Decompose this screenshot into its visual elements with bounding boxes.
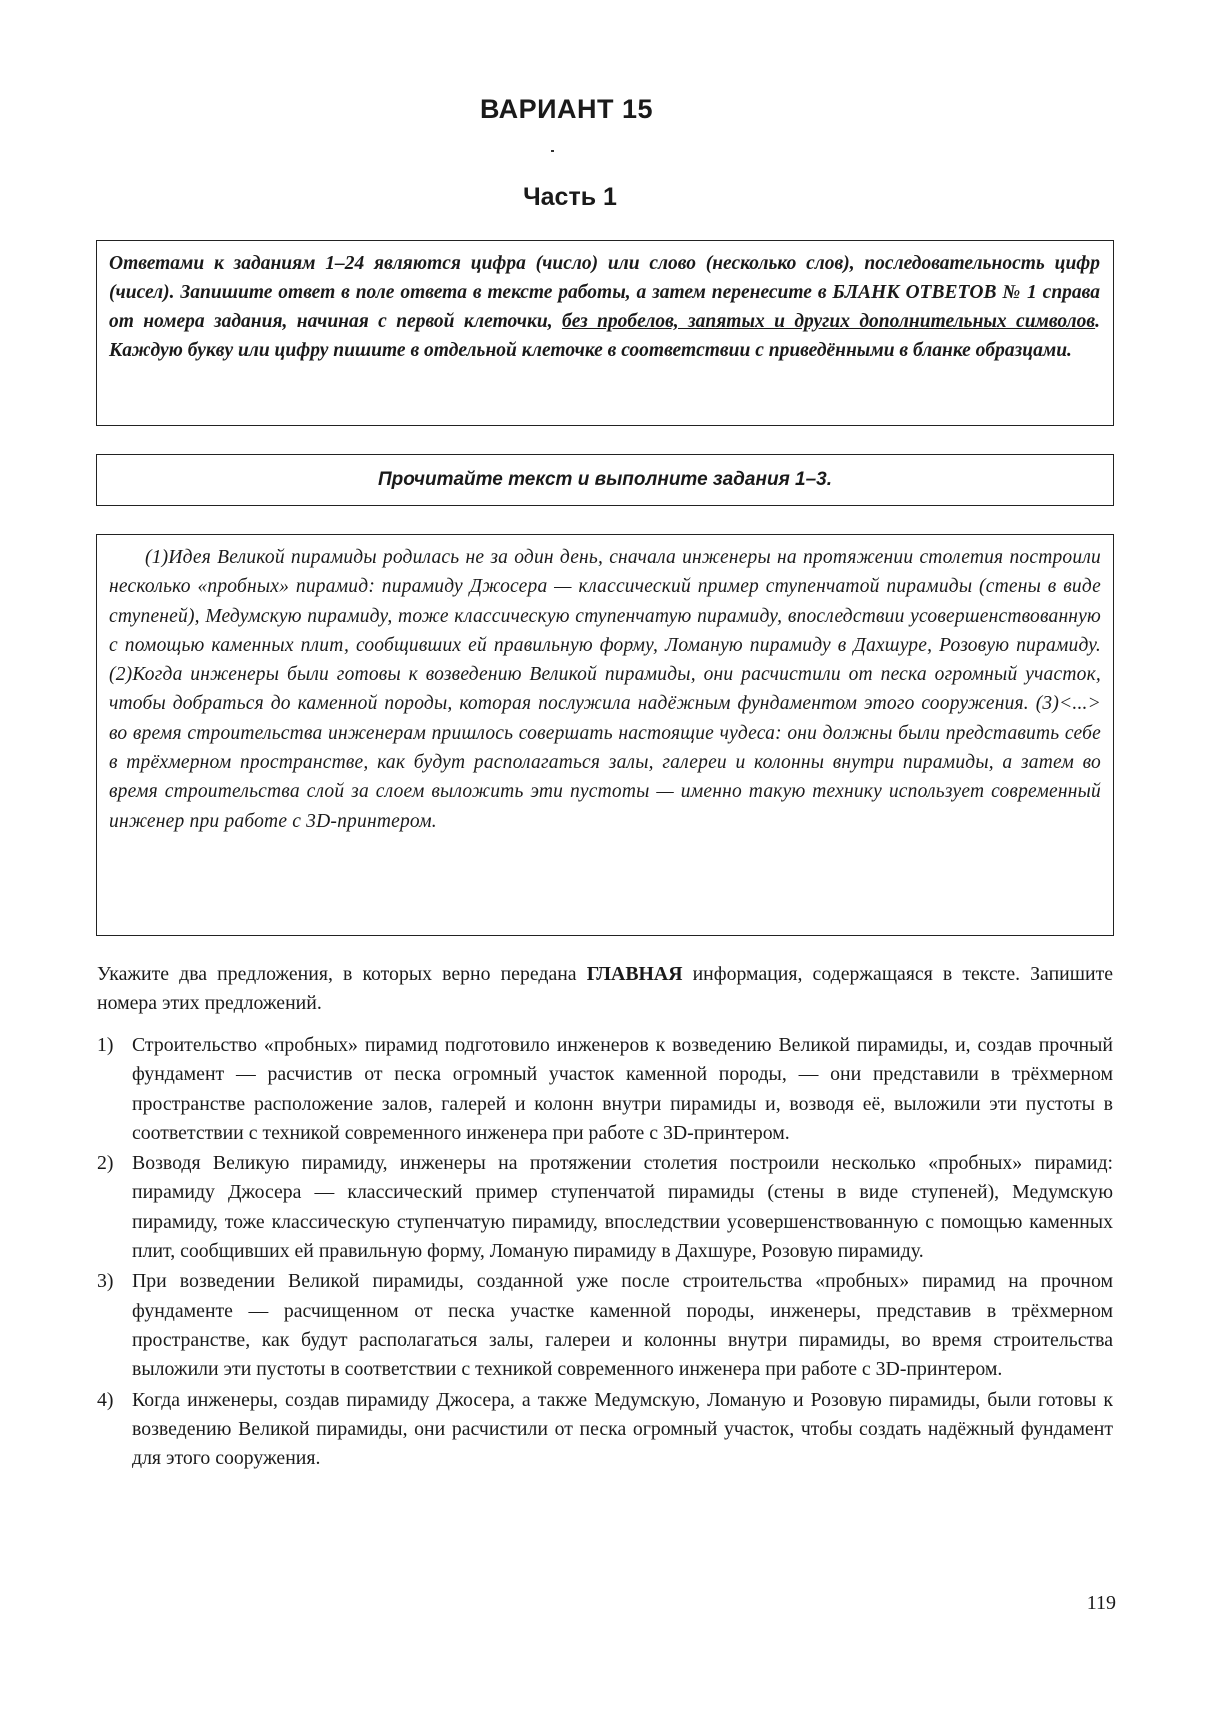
instructions-text-start: Ответами к заданиям 1–24 являются цифра (число) или слово (несколько слов), последовательность цифр (чисел). Запишите ответ в поле ответа в тексте работы, а затем перенесите в БЛАНК ОТВЕТОВ № 1 справа от номера задания, начиная с первой клеточки, (109, 253, 1100, 332)
instructions-box (96, 240, 1114, 426)
page-number: 119 (1086, 1592, 1116, 1614)
instructions-text-end: . Каждую букву или цифру пишите в отдельной клеточке в соответствии с приведёнными в бланке образцами. (109, 311, 1100, 361)
question-text (97, 960, 1113, 1018)
option-text: Строительство «пробных» пирамид подготовило инженеров к возведению Великой пирамиды, и, создав прочный фундамент — расчистив от песка огромный участок каменной породы, — они представили в трёхмерном пространстве расположение залов, галерей и колонн внутри пирамиды и, возводя её, выложили эти пустоты в соответствии с техникой современного инженера при работе с 3D-принтером. (132, 1034, 1113, 1144)
answer-option-2 (97, 1149, 1113, 1266)
answer-option-1 (97, 1031, 1113, 1148)
question-end: информация, содержащаяся в тексте. Запишите номера этих предложений. (97, 963, 1113, 1014)
question-bold: ГЛАВНАЯ (586, 963, 683, 985)
option-text: Возводя Великую пирамиду, инженеры на протяжении столетия построили несколько «пробных» пирамид: пирамиду Джосера — классический пример ступенчатой пирамиды (стены в виде ступеней), Медумскую пирамиду, тоже классическую ступенчатую пирамиду, впоследствии усовершенствованную с помощью каменных плит, сообщивших ей правильную форму, Ломаную пирамиду в Дахшуре, Розовую пирамиду. (132, 1152, 1113, 1263)
print-mark (551, 150, 554, 152)
option-number: 1) (97, 1034, 114, 1056)
task-header-box (96, 454, 1114, 506)
reading-text-box (96, 534, 1114, 936)
task-header-text: Прочитайте текст и выполните задания 1–3. (377, 469, 833, 490)
option-text: При возведении Великой пирамиды, созданной уже после строительства «пробных» пирамид на прочном фундаменте — расчищенном от песка участке каменной породы, инженеры, представив в трёхмерном пространстве, как будут располагаться залы, галереи и колонны внутри пирамиды, во время строительства выложили эти пустоты в соответствии с техникой современного инженера при работе с 3D-принтером. (132, 1270, 1113, 1381)
option-number: 4) (97, 1388, 114, 1411)
question-start: Укажите два предложения, в которых верно передана (97, 963, 587, 985)
option-number: 3) (97, 1270, 114, 1293)
variant-title: ВАРИАНТ 15 (479, 94, 654, 124)
part-title: Часть 1 (523, 183, 617, 211)
answer-option-3 (97, 1267, 1113, 1384)
answer-options (97, 1031, 1113, 1474)
option-number: 2) (97, 1152, 114, 1175)
option-text: Когда инженеры, создав пирамиду Джосера, а также Медумскую, Ломаную и Розовую пирамиды, были готовы к возведению Великой пирамиды, они расчистили от песка огромный участок, чтобы создать надёжный фундамент для этого сооружения. (132, 1388, 1113, 1470)
answer-option-4 (97, 1386, 1113, 1474)
instructions-underlined: без пробелов, запятых и других дополнительных символов (561, 311, 1096, 332)
reading-text: (1)Идея Великой пирамиды родилась не за один день, сначала инженеры на протяжении столетия построили несколько «пробных» пирамид: пирамиду Джосера — классический пример ступенчатой пирамиды (стены в виде ступеней), Медумскую пирамиду, тоже классическую ступенчатую пирамиду, впоследствии усовершенствованную с помощью каменных плит, сообщивших ей правильную форму, Ломаную пирамиду в Дахшуре, Розовую пирамиду. (2)Когда инженеры были готовы к возведению Великой пирамиды, они расчистили от песка огромный участок, чтобы добраться до каменной породы, которая послужила надёжным фундаментом этого сооружения. (3)<...> во время строительства инженерам пришлось совершать настоящие чудеса: они должны были представить себе в трёхмерном пространстве, как будут располагаться залы, галереи и колонны внутри пирамиды, а затем во время строительства слой за слоем выложить эти пустоты — именно такую технику использует современный инженер при работе с 3D-принтером. (109, 547, 1101, 832)
